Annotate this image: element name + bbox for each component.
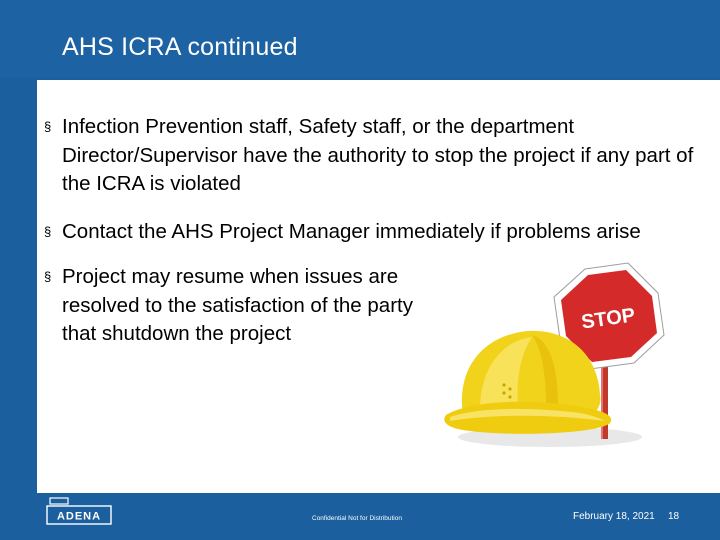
- adena-logo: [44, 494, 114, 530]
- slide-date: February 18, 2021: [573, 511, 655, 522]
- bullet-item: [44, 113, 694, 199]
- bullet-text: Contact the AHS Project Manager immediately if problems arise: [62, 219, 641, 243]
- logo-text: ADENA: [56, 510, 102, 523]
- bullet-text: Project may resume when issues are resolved to the satisfaction of the party that shutdown the project: [62, 265, 413, 345]
- confidential-notice: Confidential Not for Distribution: [312, 515, 402, 522]
- bullet-marker-icon: §: [44, 223, 52, 239]
- bullet-item: [44, 263, 442, 349]
- bullet-text: Infection Prevention staff, Safety staff, or the department Director/Supervisor have the authority to stop the project if any part of the ICRA is violated: [62, 115, 694, 195]
- slide-title: AHS ICRA continued: [62, 33, 298, 61]
- hardhat-stop-sign-image: [440, 255, 680, 455]
- page-number: 18: [668, 511, 680, 522]
- bullet-marker-icon: §: [44, 269, 52, 284]
- bullet-marker-icon: §: [44, 119, 52, 134]
- stop-sign-text: STOP: [579, 304, 637, 334]
- bullet-item: [44, 218, 694, 247]
